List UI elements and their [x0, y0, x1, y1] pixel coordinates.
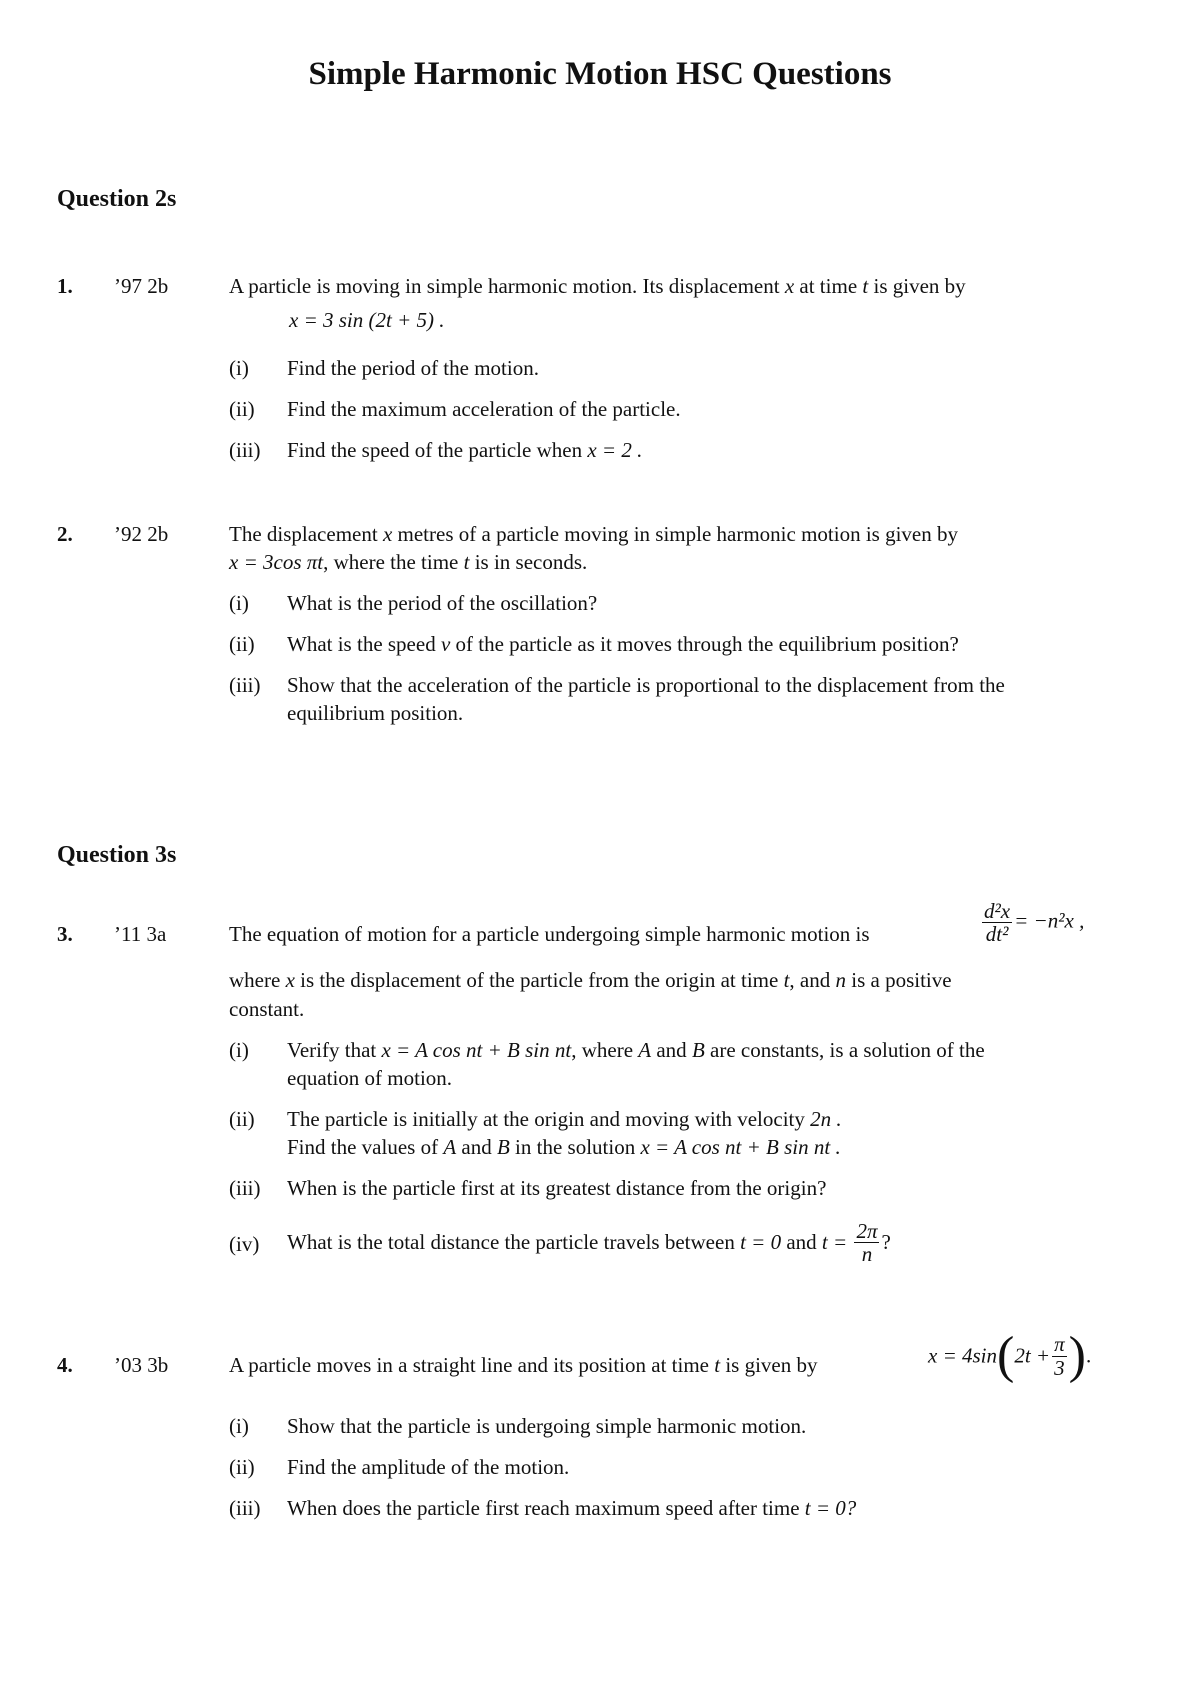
part-label: (ii)	[229, 397, 255, 421]
part-label: (i)	[229, 591, 249, 615]
question-ref: ’97 2b	[114, 274, 169, 298]
stem-text: A particle is moving in simple harmonic motion. Its displacement	[229, 274, 780, 298]
math-var: n	[835, 968, 846, 992]
fraction-denominator: 3	[1054, 1355, 1065, 1380]
math-var: B	[691, 1038, 705, 1062]
part-label: (ii)	[229, 632, 255, 656]
question-ref: ’03 3b	[114, 1353, 169, 1377]
stem-text: , where the time	[323, 550, 459, 574]
math-var: t	[463, 550, 470, 574]
pi-over-three-fraction	[1052, 1333, 1067, 1378]
math-expression: t = 0	[740, 1230, 782, 1255]
part-text	[287, 1038, 985, 1063]
part-text-segment: Find the speed of the particle when	[287, 438, 583, 462]
math-var: A	[443, 1135, 457, 1159]
stem-text: The displacement	[229, 522, 378, 546]
part-text	[287, 632, 959, 657]
right-paren: )	[1068, 1327, 1086, 1384]
question-ref: ’11 3a	[114, 922, 167, 946]
part-text-segment: and	[461, 1135, 492, 1159]
time-fraction	[854, 1220, 879, 1265]
stem-text: is given by	[873, 274, 966, 298]
part-text-segment: Verify that	[287, 1038, 377, 1062]
section-heading-3s: Question 3s	[57, 842, 177, 868]
question-number: 1.	[57, 274, 73, 298]
section-heading-2s: Question 2s	[57, 186, 177, 212]
part-label: (iv)	[229, 1232, 260, 1256]
math-var: A	[638, 1038, 652, 1062]
part-text-segment: and	[786, 1230, 817, 1255]
math-expression: t = 0?	[804, 1496, 857, 1520]
math-expression: x = A cos nt + B sin nt	[381, 1038, 572, 1062]
part-text-line2: equation of motion.	[287, 1066, 453, 1090]
part-text	[287, 1220, 891, 1265]
fraction-numerator: π	[1054, 1332, 1065, 1357]
fraction-denominator: dt²	[985, 922, 1009, 947]
math-var: x	[784, 274, 795, 298]
part-text-segment: The particle is initially at the origin and moving with velocity	[287, 1107, 805, 1131]
derivative-fraction	[982, 900, 1012, 945]
part-text-segment: What is the total distance the particle travels between	[287, 1230, 735, 1255]
math-expression: t =	[821, 1230, 848, 1255]
part-label: (i)	[229, 356, 249, 380]
question-number: 3.	[57, 922, 73, 946]
part-text: What is the period of the oscillation?	[287, 591, 598, 615]
part-text	[287, 1496, 856, 1521]
equation: x = 3cos πt	[229, 550, 324, 574]
question-ref: ’92 2b	[114, 522, 169, 546]
question-number: 2.	[57, 522, 73, 546]
equation-rhs: = −n²x ,	[1014, 908, 1085, 933]
question-stem-line2	[229, 550, 587, 575]
page-title: Simple Harmonic Motion HSC Questions	[308, 56, 892, 92]
equation: x = 3 sin (2t + 5) .	[289, 308, 445, 332]
part-text-segment: What is the speed	[287, 632, 436, 656]
part-text: When is the particle first at its greatest distance from the origin?	[287, 1176, 827, 1200]
stem-text: is the displacement of the particle from the origin at time	[300, 968, 779, 992]
stem-text: where	[229, 968, 281, 992]
question-stem-line2	[229, 968, 952, 993]
part-label: (iii)	[229, 1176, 261, 1200]
math-var: v	[440, 632, 451, 656]
part-text-segment: in the solution	[515, 1135, 636, 1159]
part-text-segment: are constants, is a solution of the	[710, 1038, 985, 1062]
stem-text: is a positive	[851, 968, 952, 992]
part-text-segment: When does the particle first reach maximum speed after time	[287, 1496, 800, 1520]
stem-text: metres of a particle moving in simple harmonic motion is given by	[397, 522, 958, 546]
part-text	[287, 438, 642, 463]
math-var: t	[783, 968, 790, 992]
question-stem	[229, 1353, 818, 1378]
part-label: (iii)	[229, 673, 261, 697]
part-text-segment: ?	[881, 1230, 891, 1255]
question-stem-line3: constant.	[229, 997, 305, 1021]
part-text-line2: equilibrium position.	[287, 701, 464, 725]
math-var: x	[382, 522, 393, 546]
fraction-numerator: 2π	[856, 1219, 878, 1243]
stem-text: A particle moves in a straight line and its position at time	[229, 1353, 709, 1377]
question-stem	[229, 522, 958, 547]
question-number: 4.	[57, 1353, 73, 1377]
math-var: x	[285, 968, 295, 992]
stem-text: is given by	[725, 1353, 818, 1377]
part-label: (i)	[229, 1038, 249, 1062]
part-label: (iii)	[229, 438, 261, 462]
part-text-segment: of the particle as it moves through the equilibrium position?	[455, 632, 959, 656]
math-var: t	[862, 274, 869, 298]
question-stem: The equation of motion for a particle undergoing simple harmonic motion is	[229, 922, 870, 946]
fraction-numerator: d²x	[984, 899, 1011, 923]
equation-left: x = 4sin	[928, 1343, 997, 1368]
part-text-segment: and	[656, 1038, 687, 1062]
equation-inner: 2t +	[1014, 1343, 1051, 1368]
part-text: Find the amplitude of the motion.	[287, 1455, 570, 1479]
math-expression: x = 2 .	[587, 438, 643, 462]
math-expression: x = A cos nt + B sin nt .	[640, 1135, 841, 1159]
part-label: (ii)	[229, 1107, 255, 1131]
part-label: (iii)	[229, 1496, 261, 1520]
math-expression: 2n .	[810, 1107, 842, 1131]
stem-text: at time	[799, 274, 858, 298]
part-label: (i)	[229, 1414, 249, 1438]
part-text: Show that the particle is undergoing simple harmonic motion.	[287, 1414, 807, 1438]
stem-text: is in seconds.	[474, 550, 588, 574]
position-equation: x = 4sin(2t + $\frac{\pi}{3}$ ).	[928, 1327, 1092, 1384]
part-text: Show that the acceleration of the particle is proportional to the displacement from the	[287, 673, 1005, 697]
part-text: Find the maximum acceleration of the particle.	[287, 397, 681, 421]
part-text-line2	[287, 1135, 841, 1160]
question-stem	[229, 274, 966, 299]
part-text: Find the period of the motion.	[287, 356, 539, 380]
stem-text: , and	[789, 968, 831, 992]
part-text	[287, 1107, 842, 1132]
equation-of-motion	[980, 900, 1084, 945]
math-var: B	[496, 1135, 510, 1159]
fraction-denominator: n	[861, 1242, 873, 1267]
math-var: t	[714, 1353, 721, 1377]
part-label: (ii)	[229, 1455, 255, 1479]
part-text-segment: , where	[571, 1038, 634, 1062]
part-text-segment: Find the values of	[287, 1135, 439, 1159]
left-paren: (	[997, 1327, 1015, 1384]
